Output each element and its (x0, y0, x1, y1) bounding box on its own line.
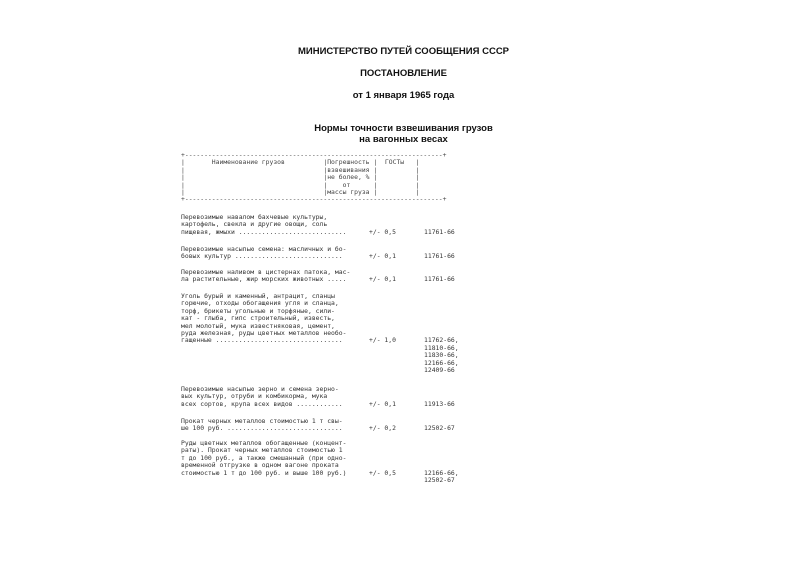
cargo-name: Перевозимые насыпью зерно и семена зерно- вых культур, отруби и комбикорма, мука всех сортов, крупа всех видов ............ (181, 385, 343, 408)
gost-codes: 11761-66 (424, 227, 455, 236)
weighing-error: +/- 0,2 (369, 424, 396, 433)
weighing-error: +/- 1,0 (369, 336, 396, 345)
ministry-heading: МИНИСТЕРСТВО ПУТЕЙ СООБЩЕНИЯ СССР (297, 46, 510, 57)
weighing-error: +/- 0,1 (369, 399, 396, 408)
gost-codes: 11761-66 (424, 275, 455, 284)
gost-codes: 11913-66 (424, 399, 455, 408)
cargo-name: Перевозимые насыпью семена: масличных и бо- бовых культур ............................ (181, 245, 347, 261)
gost-codes: 12166-66, 12502-67 (424, 468, 459, 484)
act-type-heading: ПОСТАНОВЛЕНИЕ (360, 68, 447, 79)
cargo-name: Перевозимые навалом бахчевые культуры, картофель, свекла и другие овощи, соль пищевая, жмыхи ............................ (181, 213, 347, 236)
document-title-line2: на вагонных весах (359, 134, 448, 145)
document-title-line1: Нормы точности взвешивания грузов (314, 123, 493, 134)
cargo-name: Руды цветных металлов обогащенные (концент- раты). Прокат черных металлов стоимостью 1 т до 100 руб., а также смешанный (при одно- временной отгрузке в одном вагоне проката стоимостью 1 т до 100 руб. и выше 100 руб.) (181, 439, 347, 477)
gost-codes: 11761-66 (424, 252, 455, 261)
weighing-error: +/- 0,5 (369, 468, 396, 477)
gost-codes: 11762-66, 11810-66, 11830-66, 12166-66, 12409-66 (424, 336, 459, 375)
cargo-name: Перевозимые наливом в цистернах патока, мас- ла растительные, жир морских животных ..... (181, 268, 351, 284)
gost-codes: 12502-67 (424, 424, 455, 433)
cargo-name: Уголь бурый и каменный, антрацит, сланцы горючие, отходы обогащения угля и сланца, торф, брикеты угольные и торфяные, сили- кат - глыба, гипс строительный, известь, мел молотый, мука известняковая, цемент, руда железная, руды цветных металлов необо- гащенные ................................. (181, 292, 347, 345)
act-date: от 1 января 1965 года (352, 90, 455, 101)
weighing-error: +/- 0,1 (369, 275, 396, 284)
cargo-name: Прокат черных металлов стоимостью 1 т свы- ше 100 руб. .............................. (181, 417, 343, 433)
table-header: +-------------------------------------------------------------------+ | Наименование грузов |Погрешность | ГОСТы | | |взвешивания | | | |не более, % | | | | от | | | |массы груза | | +-------------------------------------------------------------------+ (181, 151, 447, 204)
weighing-error: +/- 0,5 (369, 227, 396, 236)
weighing-error: +/- 0,1 (369, 252, 396, 261)
